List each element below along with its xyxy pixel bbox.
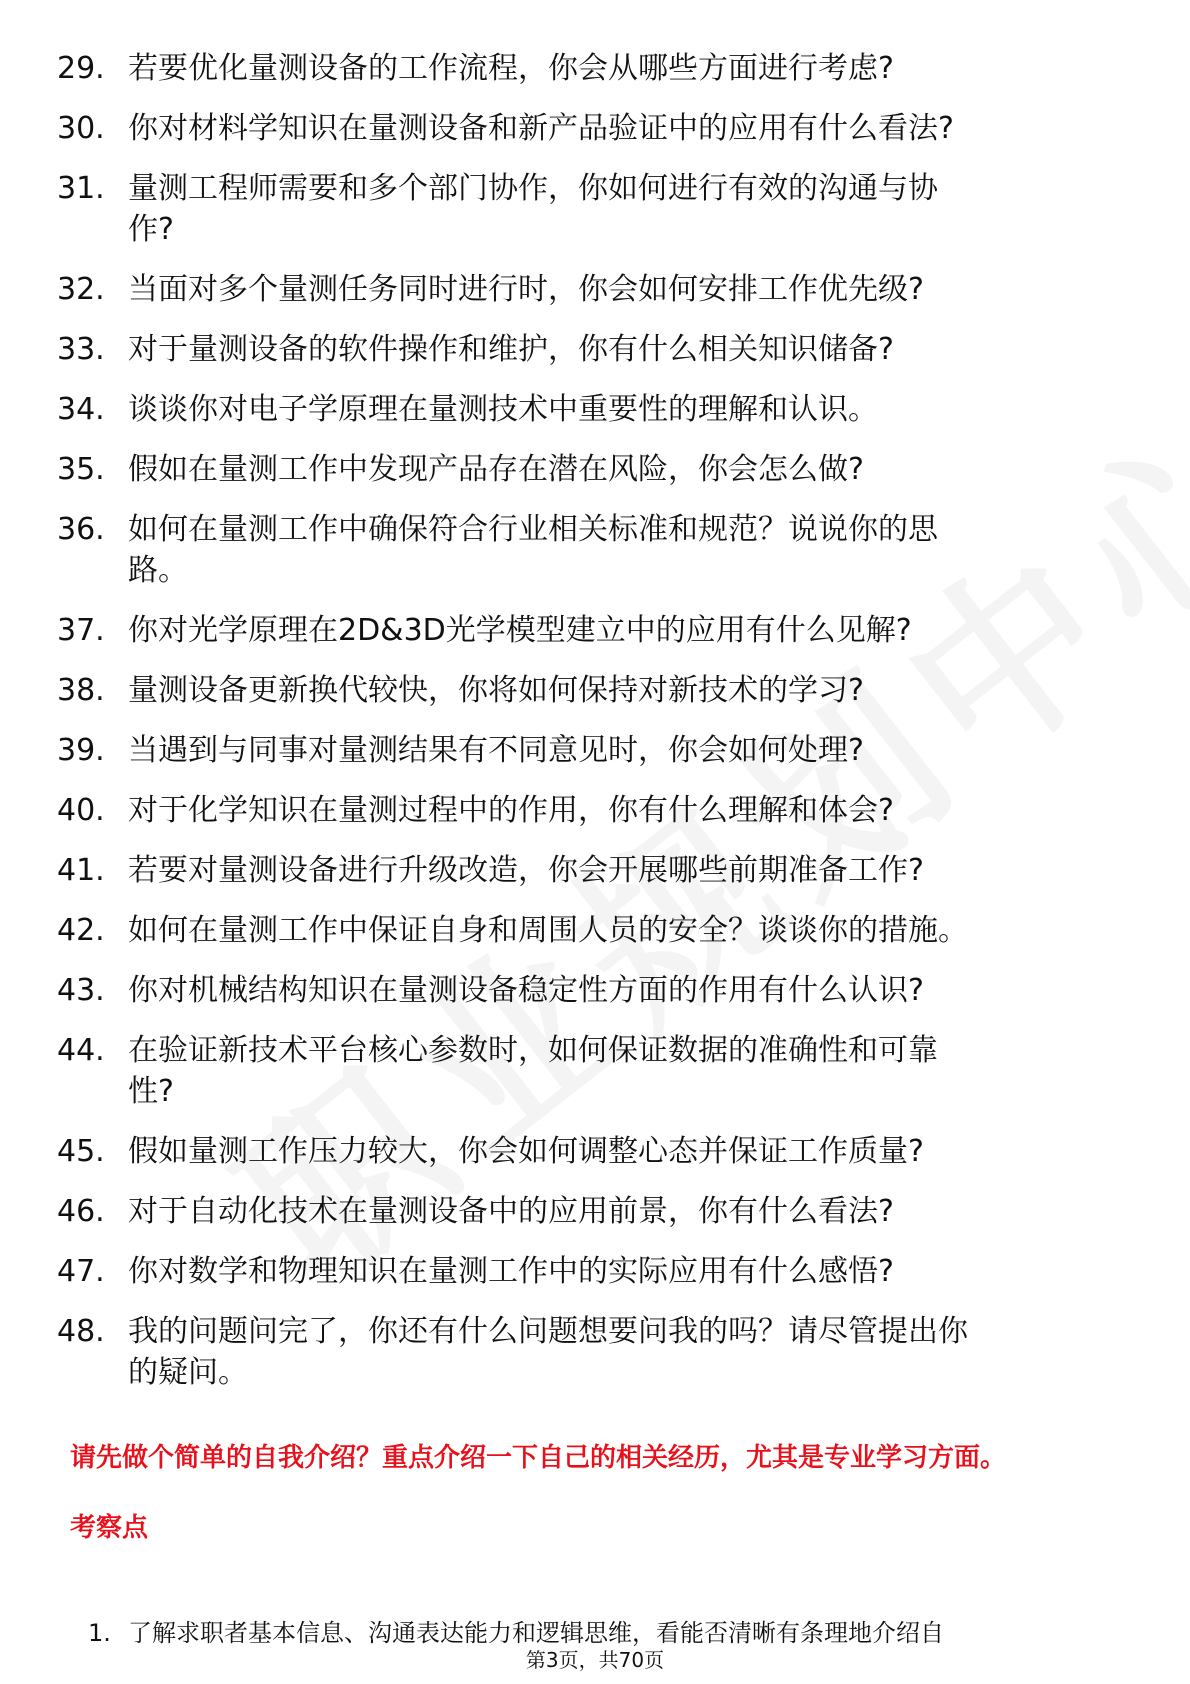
spacer: [0, 310, 1190, 329]
question-item: [0, 850, 1190, 891]
spacer: [0, 1112, 1190, 1131]
question-number: 46.: [57, 1194, 105, 1229]
question-number: 37.: [57, 613, 105, 648]
question-text: [128, 970, 1088, 1011]
question-text: [128, 329, 1088, 370]
question-line: 你对光学原理在2D&3D光学模型建立中的应用有什么见解?: [128, 613, 912, 648]
spacer: [0, 1232, 1190, 1251]
spacer: [0, 250, 1190, 269]
question-line: 若要对量测设备进行升级改造，你会开展哪些前期准备工作?: [128, 853, 924, 888]
question-number: 40.: [57, 793, 105, 828]
question-line: 假如在量测工作中发现产品存在潜在风险，你会怎么做?: [128, 452, 864, 487]
question-number: 36.: [57, 512, 105, 547]
question-text: [128, 910, 1088, 951]
spacer: [0, 89, 1190, 108]
question-item: [0, 509, 1190, 591]
spacer: [0, 149, 1190, 168]
question-text: [128, 389, 1088, 430]
question-text: [128, 509, 1088, 591]
question-number: 41.: [57, 853, 105, 888]
question-text: [128, 48, 1088, 89]
question-number: 34.: [57, 392, 105, 427]
spacer: [0, 711, 1190, 730]
question-line: 如何在量测工作中保证自身和周围人员的安全？谈谈你的措施。: [128, 913, 968, 948]
question-text: [128, 730, 1088, 771]
question-item: [0, 1030, 1190, 1112]
question-item: [0, 449, 1190, 490]
question-number: 48.: [57, 1314, 105, 1349]
spacer: [0, 591, 1190, 610]
focus-point-text: 了解求职者基本信息、沟通表达能力和逻辑思维，看能否清晰有条理地介绍自: [128, 1619, 944, 1647]
question-text: [128, 610, 1088, 651]
question-number: 35.: [57, 452, 105, 487]
question-number: 44.: [57, 1033, 105, 1068]
question-item: [0, 1311, 1190, 1393]
question-line: 量测设备更新换代较快，你将如何保持对新技术的学习?: [128, 673, 864, 708]
question-number: 38.: [57, 673, 105, 708]
page-footer: 第3页，共70页: [525, 1648, 665, 1672]
question-line: 当面对多个量测任务同时进行时，你会如何安排工作优先级?: [128, 272, 924, 307]
question-line: 假如量测工作压力较大，你会如何调整心态并保证工作质量?: [128, 1134, 924, 1169]
question-number: 30.: [57, 111, 105, 146]
question-number: 39.: [57, 733, 105, 768]
question-text: [128, 269, 1088, 310]
question-item: [0, 1251, 1190, 1292]
question-item: [0, 970, 1190, 1011]
question-line: 你对材料学知识在量测设备和新产品验证中的应用有什么看法?: [128, 111, 954, 146]
question-text: [128, 168, 1088, 250]
question-number: 47.: [57, 1254, 105, 1289]
question-text: [128, 1030, 1088, 1112]
question-line: 在验证新技术平台核心参数时，如何保证数据的准确性和可靠: [128, 1033, 938, 1068]
question-item: [0, 1131, 1190, 1172]
focus-title: 考察点: [70, 1513, 149, 1543]
question-line: 你对机械结构知识在量测设备稳定性方面的作用有什么认识?: [128, 973, 924, 1008]
question-line: 当遇到与同事对量测结果有不同意见时，你会如何处理?: [128, 733, 864, 768]
spacer: [0, 370, 1190, 389]
spacer: [0, 831, 1190, 850]
question-line: 你对数学和物理知识在量测工作中的实际应用有什么感悟?: [128, 1254, 894, 1289]
question-line: 对于自动化技术在量测设备中的应用前景，你有什么看法?: [128, 1194, 894, 1229]
spacer: [0, 891, 1190, 910]
question-line: 的疑问。: [128, 1355, 248, 1390]
spacer: [0, 771, 1190, 790]
spacer: [0, 1011, 1190, 1030]
question-number: 29.: [57, 51, 105, 86]
question-item: [0, 108, 1190, 149]
question-line: 我的问题问完了，你还有什么问题想要问我的吗？请尽管提出你: [128, 1314, 968, 1349]
question-item: [0, 389, 1190, 430]
question-item: [0, 730, 1190, 771]
question-item: [0, 670, 1190, 711]
question-text: [128, 790, 1088, 831]
question-text: [128, 850, 1088, 891]
question-number: 33.: [57, 332, 105, 367]
spacer: [0, 951, 1190, 970]
question-text: [128, 449, 1088, 490]
question-line: 作?: [128, 212, 174, 247]
question-text: [128, 1131, 1088, 1172]
question-text: [128, 1311, 1088, 1393]
spacer: [0, 1172, 1190, 1191]
question-item: [0, 329, 1190, 370]
intro-question: 请先做个简单的自我介绍？重点介绍一下自己的相关经历，尤其是专业学习方面。: [70, 1443, 1007, 1473]
question-number: 42.: [57, 913, 105, 948]
question-item: [0, 48, 1190, 89]
question-text: [128, 670, 1088, 711]
question-line: 若要优化量测设备的工作流程，你会从哪些方面进行考虑?: [128, 51, 894, 86]
question-line: 路。: [128, 553, 188, 588]
question-line: 如何在量测工作中确保符合行业相关标准和规范？说说你的思: [128, 512, 938, 547]
spacer: [0, 1292, 1190, 1311]
question-item: [0, 910, 1190, 951]
question-item: [0, 610, 1190, 651]
spacer: [0, 430, 1190, 449]
spacer: [0, 651, 1190, 670]
question-number: 31.: [57, 171, 105, 206]
question-item: [0, 269, 1190, 310]
question-text: [128, 1251, 1088, 1292]
question-text: [128, 1191, 1088, 1232]
question-item: [0, 1191, 1190, 1232]
question-line: 量测工程师需要和多个部门协作，你如何进行有效的沟通与协: [128, 171, 938, 206]
focus-point-number: 1.: [88, 1619, 111, 1647]
question-number: 32.: [57, 272, 105, 307]
spacer: [0, 490, 1190, 509]
question-line: 性?: [128, 1074, 174, 1109]
question-item: [0, 790, 1190, 831]
question-line: 对于化学知识在量测过程中的作用，你有什么理解和体会?: [128, 793, 894, 828]
question-number: 43.: [57, 973, 105, 1008]
question-list: [0, 48, 1190, 1393]
question-text: [128, 108, 1088, 149]
question-line: 谈谈你对电子学原理在量测技术中重要性的理解和认识。: [128, 392, 878, 427]
question-item: [0, 168, 1190, 250]
question-number: 45.: [57, 1134, 105, 1169]
question-line: 对于量测设备的软件操作和维护，你有什么相关知识储备?: [128, 332, 894, 367]
